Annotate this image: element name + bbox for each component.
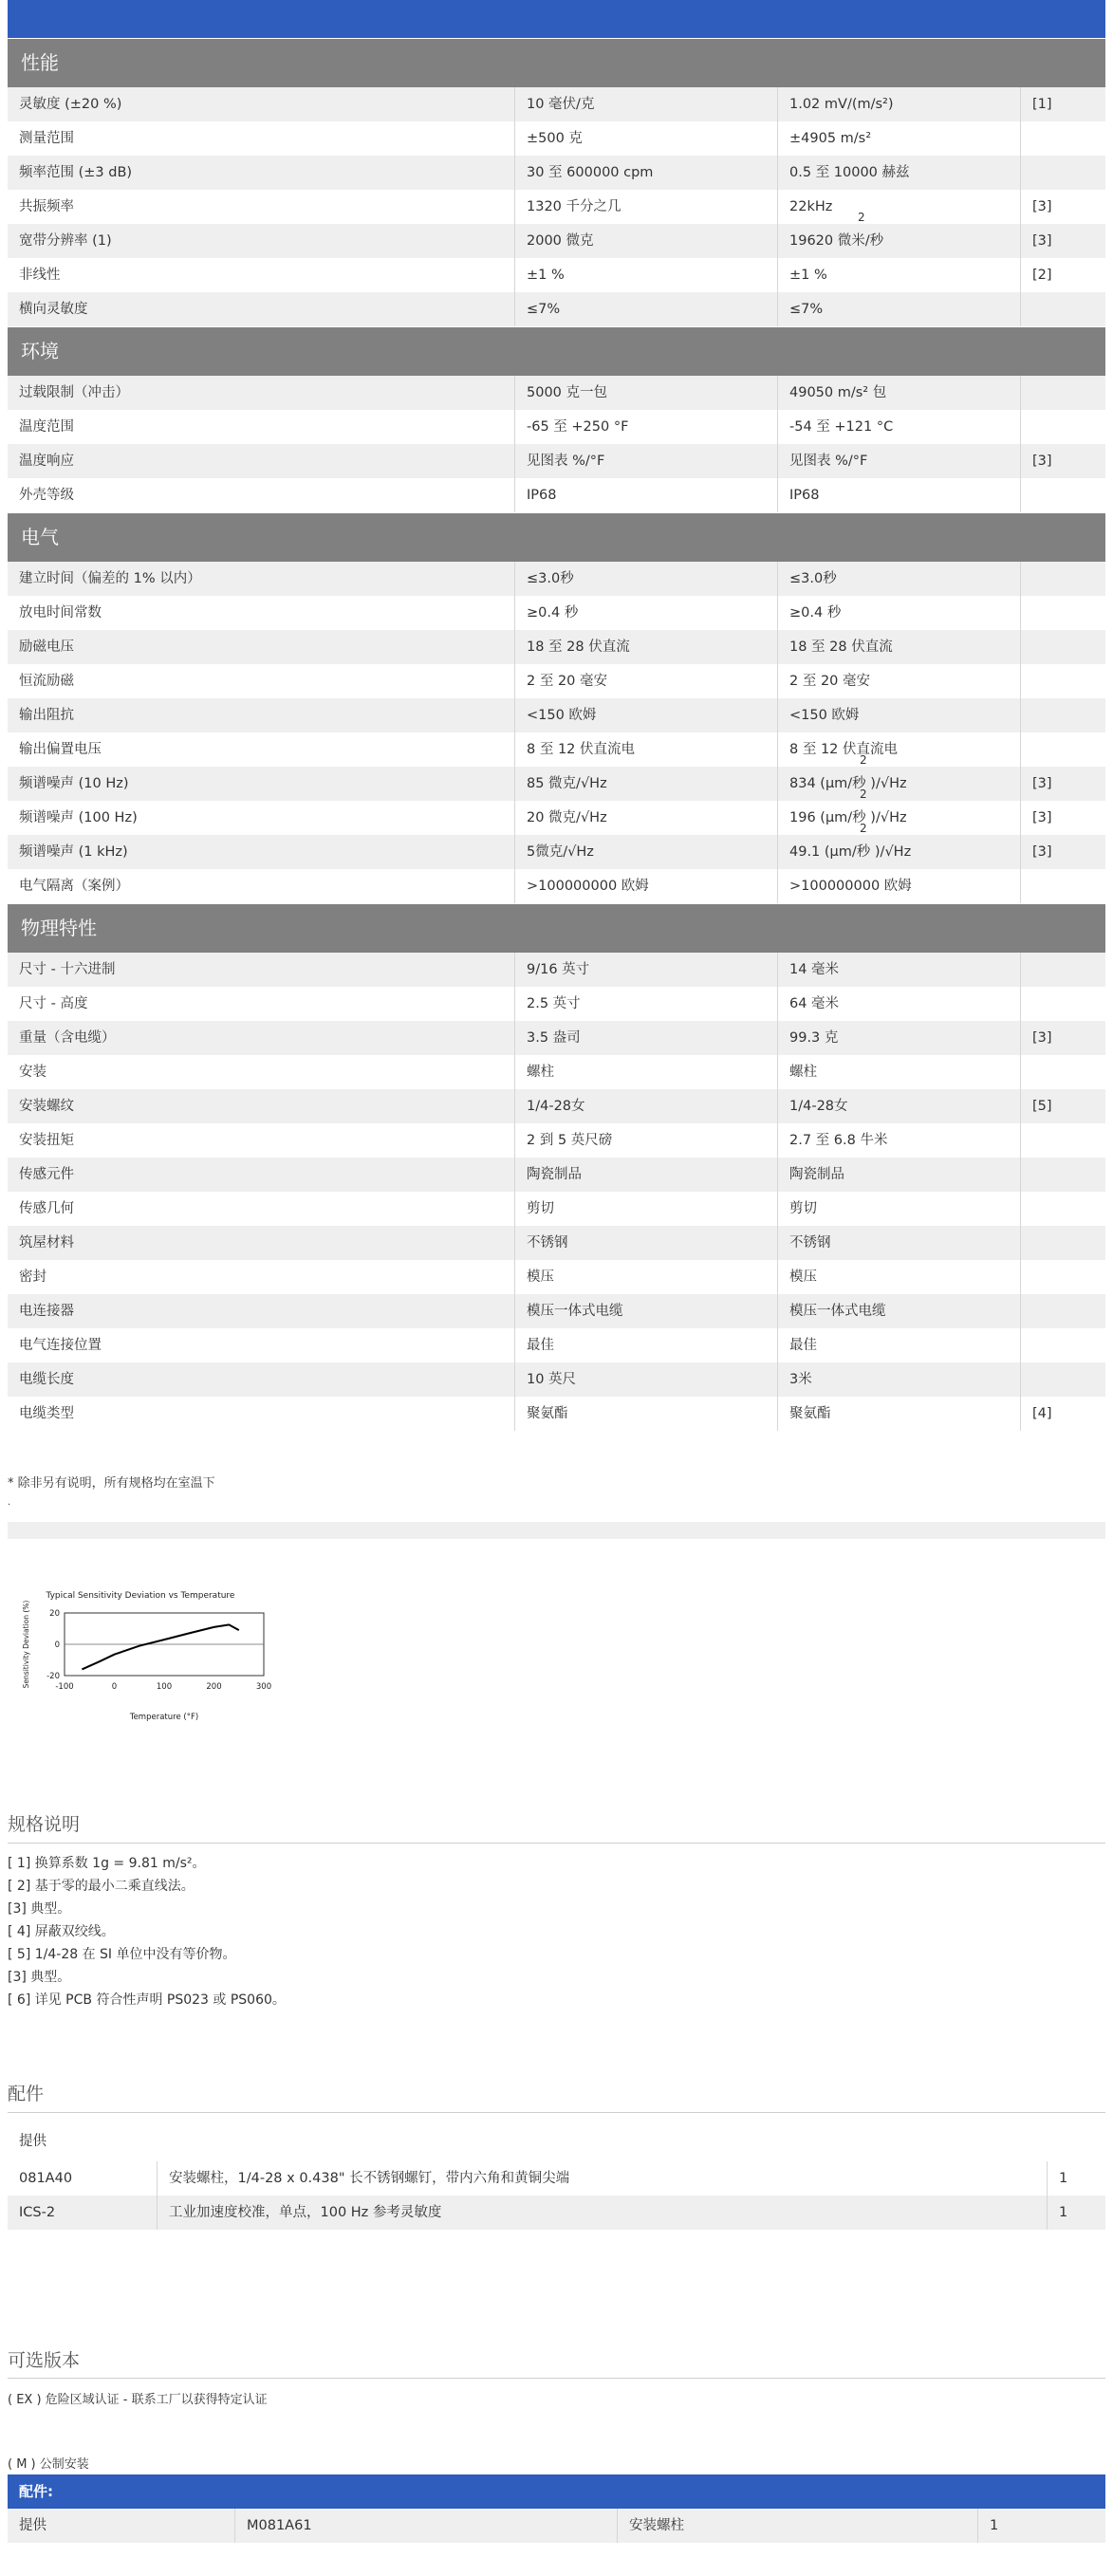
- chart-y-tick: 0: [54, 1640, 60, 1650]
- spec-si-text: 8 至 12 伏直流电: [789, 742, 899, 757]
- spec-si-text: 1/4-28女: [789, 1099, 848, 1114]
- chart-x-tick: 100: [156, 1682, 173, 1692]
- spec-label: 外壳等级: [8, 478, 515, 512]
- accessory-model: 081A40: [8, 2161, 158, 2196]
- spec-note-ref: [4]: [1032, 1406, 1052, 1421]
- spec-si-value: [778, 156, 1021, 190]
- chart-series-deviation: [82, 1624, 238, 1669]
- spec-label: 电连接器: [8, 1294, 515, 1328]
- accessories-header: 提供: [19, 2134, 46, 2149]
- spec-note-ref: [1021, 1158, 1105, 1192]
- accessory-row: [8, 2196, 1105, 2230]
- spec-si-text: 不锈钢: [789, 1235, 831, 1251]
- spec-si-text: 834 (µm/秒 )/√Hz: [789, 776, 907, 791]
- spec-si-text: 1.02 mV/(m/s²): [789, 97, 894, 112]
- spec-label: 恒流励磁: [8, 664, 515, 698]
- spec-si-text: 3米: [789, 1372, 812, 1387]
- spec-imperial-value: 1/4-28女: [515, 1089, 778, 1123]
- spec-si-superscript: 2: [860, 822, 867, 835]
- spec-label: 电气隔离（案例）: [8, 869, 515, 903]
- spec-si-value: [778, 1362, 1021, 1397]
- metric-version-text: ( M ) 公制安装: [8, 2457, 89, 2472]
- accessory-row: [8, 2161, 1105, 2196]
- spec-label: 筑屋材料: [8, 1226, 515, 1260]
- spec-si-text: 剪切: [789, 1201, 817, 1216]
- spec-label: 横向灵敏度: [8, 292, 515, 326]
- spec-note-ref: [3]: [1032, 810, 1052, 825]
- spec-si-text: 0.5 至 10000 赫兹: [789, 165, 910, 180]
- spec-row: [8, 258, 1105, 292]
- spec-label: 尺寸 - 十六进制: [8, 953, 515, 987]
- spec-label: 频率范围 (±3 dB): [8, 156, 515, 190]
- spec-note-ref: [3]: [1032, 199, 1052, 214]
- spec-row: [8, 698, 1105, 732]
- spec-note-ref: [1021, 1362, 1105, 1397]
- spec-si-text: 64 毫米: [789, 996, 840, 1011]
- chart-x-tick: -100: [55, 1682, 74, 1692]
- spec-note-ref: [1021, 121, 1105, 156]
- spec-si-text: ≤3.0秒: [789, 571, 837, 586]
- spec-si-text: 2 至 20 毫安: [789, 674, 871, 689]
- chart-y-tick: -20: [46, 1672, 60, 1681]
- spec-si-text: 聚氨酯: [789, 1406, 831, 1421]
- spec-row: [8, 630, 1105, 664]
- spec-si-value: [778, 753, 1021, 801]
- spec-note-ref: [1]: [1032, 97, 1052, 112]
- spec-si-text: 22kHz: [789, 199, 833, 214]
- spec-row: [8, 788, 1105, 835]
- accessory-desc: 工业加速度校准，单点，100 Hz 参考灵敏度: [158, 2196, 1048, 2230]
- chart-y-tick: 20: [49, 1609, 60, 1619]
- spec-note-ref: [1021, 1294, 1105, 1328]
- spec-row: [8, 1226, 1105, 1260]
- spec-si-text: 196 (µm/秒 )/√Hz: [789, 810, 907, 825]
- spec-row: [8, 596, 1105, 630]
- spec-si-value: [778, 822, 1021, 869]
- spec-table: [8, 38, 1105, 1431]
- spec-label: 安装螺纹: [8, 1089, 515, 1123]
- spec-row: [8, 753, 1105, 801]
- spec-imperial-value: 85 微克/√Hz: [515, 767, 778, 801]
- spec-note-ref: [1021, 596, 1105, 630]
- spec-si-value: [778, 953, 1021, 987]
- spec-si-text: 模压一体式电缆: [789, 1304, 886, 1319]
- spec-row: [8, 190, 1105, 224]
- spec-note-ref: [1021, 376, 1105, 410]
- accessory-qty: 1: [1059, 2171, 1068, 2186]
- spec-note-ref: [1021, 562, 1105, 596]
- spec-label: 尺寸 - 高度: [8, 987, 515, 1021]
- spec-si-superscript: 2: [858, 211, 865, 224]
- spec-imperial-value: 9/16 英寸: [515, 953, 778, 987]
- spec-row: [8, 1021, 1105, 1055]
- spec-si-text: 49050 m/s² 包: [789, 385, 887, 400]
- spec-si-text: 19620 微米/秒: [789, 233, 884, 249]
- spec-notes-rule: [8, 1843, 1105, 1844]
- spec-label: 宽带分辨率 (1): [8, 224, 515, 258]
- spec-si-text: -54 至 +121 °C: [789, 419, 894, 435]
- spec-si-superscript: 2: [860, 753, 867, 767]
- spec-si-text: 模压: [789, 1269, 817, 1285]
- spec-note-item: [3] 典型。: [8, 1970, 71, 1985]
- spec-imperial-value: 聚氨酯: [515, 1397, 778, 1431]
- optional-accessories-bar: 配件:: [8, 2474, 1105, 2509]
- spec-imperial-value: IP68: [515, 478, 778, 512]
- spec-row: [8, 410, 1105, 444]
- spec-label: 传感几何: [8, 1192, 515, 1226]
- spec-row: [8, 1328, 1105, 1362]
- spec-si-value: [778, 190, 1021, 224]
- spec-si-text: ≤7%: [789, 302, 824, 317]
- spec-si-value: [778, 211, 1021, 258]
- spec-row: [8, 444, 1105, 478]
- spec-imperial-value: 2.5 英寸: [515, 987, 778, 1021]
- spec-note-ref: [1021, 1192, 1105, 1226]
- room-temp-note: * 除非另有说明，所有规格均在室温下: [8, 1476, 215, 1491]
- spec-row: [8, 1192, 1105, 1226]
- spec-si-superscript: 2: [860, 788, 867, 801]
- spec-row: [8, 987, 1105, 1021]
- spec-si-text: ≥0.4 秒: [789, 605, 842, 621]
- top-accent-bar: [8, 0, 1105, 38]
- spec-si-value: [778, 1158, 1021, 1192]
- optional-accessory-row: [8, 2509, 1105, 2543]
- spec-si-value: [778, 698, 1021, 732]
- spec-row: [8, 292, 1105, 326]
- spec-imperial-value: 5微克/√Hz: [515, 835, 778, 869]
- spec-si-value: [778, 630, 1021, 664]
- spec-label: 励磁电压: [8, 630, 515, 664]
- spec-row: [8, 1089, 1105, 1123]
- spec-si-value: [778, 1192, 1021, 1226]
- spec-note-ref: [1021, 953, 1105, 987]
- section-header: 环境: [8, 327, 1105, 376]
- spec-note-ref: [1021, 478, 1105, 512]
- chart-x-label: Temperature (°F): [129, 1713, 199, 1722]
- spec-si-value: [778, 987, 1021, 1021]
- spec-row: [8, 121, 1105, 156]
- spec-note-ref: [1021, 292, 1105, 326]
- spec-si-value: [778, 444, 1021, 478]
- spec-si-text: 螺柱: [789, 1065, 817, 1080]
- spec-row: [8, 1260, 1105, 1294]
- accessory-qty: 1: [1059, 2205, 1068, 2220]
- spec-si-value: [778, 732, 1021, 767]
- spec-note-ref: [1021, 664, 1105, 698]
- spec-note-ref: [3]: [1032, 1030, 1052, 1046]
- spec-imperial-value: 2 到 5 英尺磅: [515, 1123, 778, 1158]
- dot-note: .: [8, 1497, 11, 1508]
- spec-label: 电缆类型: [8, 1397, 515, 1431]
- section-header: 性能: [8, 39, 1105, 87]
- spec-note-ref: [1021, 1226, 1105, 1260]
- divider-bar: [8, 1522, 1105, 1539]
- chart-title: Typical Sensitivity Deviation vs Temperature: [46, 1591, 235, 1601]
- spec-imperial-value: 剪切: [515, 1192, 778, 1226]
- spec-row: [8, 1055, 1105, 1089]
- spec-si-text: 99.3 克: [789, 1030, 839, 1046]
- spec-label: 输出阻抗: [8, 698, 515, 732]
- optional-row-model: M081A61: [235, 2509, 618, 2543]
- spec-imperial-value: 模压一体式电缆: [515, 1294, 778, 1328]
- spec-imperial-value: 模压: [515, 1260, 778, 1294]
- spec-note-item: [ 4] 屏蔽双绞线。: [8, 1924, 115, 1939]
- spec-si-text: ±4905 m/s²: [789, 131, 872, 146]
- spec-note-ref: [5]: [1032, 1099, 1052, 1114]
- optional-rule: [8, 2378, 1105, 2379]
- optional-title: 可选版本: [8, 2350, 81, 2371]
- spec-si-value: [778, 1397, 1021, 1431]
- spec-si-value: [778, 478, 1021, 512]
- accessories-title: 配件: [8, 2084, 45, 2104]
- spec-si-value: [778, 376, 1021, 410]
- spec-si-value: [778, 1226, 1021, 1260]
- spec-notes-title: 规格说明: [8, 1814, 81, 1835]
- accessories-table: [8, 2122, 1105, 2230]
- spec-row: [8, 87, 1105, 121]
- optional-row-label: 提供: [8, 2509, 235, 2543]
- spec-label: 传感元件: [8, 1158, 515, 1192]
- spec-label: 过载限制（冲击）: [8, 376, 515, 410]
- spec-imperial-value: 30 至 600000 cpm: [515, 156, 778, 190]
- section-header: 物理特性: [8, 904, 1105, 953]
- spec-label: 频谱噪声 (100 Hz): [8, 801, 515, 835]
- spec-imperial-value: -65 至 +250 °F: [515, 410, 778, 444]
- spec-imperial-value: 3.5 盎司: [515, 1021, 778, 1055]
- chart-x-tick: 200: [206, 1682, 222, 1692]
- spec-si-value: [778, 258, 1021, 292]
- spec-imperial-value: ≤7%: [515, 292, 778, 326]
- spec-row: [8, 1123, 1105, 1158]
- spec-imperial-value: 8 至 12 伏直流电: [515, 732, 778, 767]
- spec-si-text: 49.1 (µm/秒 )/√Hz: [789, 844, 912, 860]
- spec-label: 电缆长度: [8, 1362, 515, 1397]
- spec-si-value: [778, 562, 1021, 596]
- spec-imperial-value: 10 毫伏/克: [515, 87, 778, 121]
- spec-imperial-value: 2000 微克: [515, 224, 778, 258]
- spec-si-value: [778, 292, 1021, 326]
- spec-si-text: ±1 %: [789, 268, 827, 283]
- spec-imperial-value: 见图表 %/°F: [515, 444, 778, 478]
- spec-imperial-value: 2 至 20 毫安: [515, 664, 778, 698]
- spec-note-ref: [1021, 410, 1105, 444]
- spec-label: 安装扭矩: [8, 1123, 515, 1158]
- spec-imperial-value: ≤3.0秒: [515, 562, 778, 596]
- spec-si-text: 2.7 至 6.8 牛米: [789, 1133, 888, 1148]
- chart-x-tick: 0: [111, 1682, 118, 1692]
- spec-si-value: [778, 596, 1021, 630]
- spec-row: [8, 211, 1105, 258]
- ex-version-text: ( EX ) 危险区域认证 - 联系工厂以获得特定认证: [8, 2393, 268, 2407]
- optional-row-qty: 1: [990, 2518, 999, 2533]
- spec-label: 安装: [8, 1055, 515, 1089]
- spec-note-item: [ 5] 1/4-28 在 SI 单位中没有等价物。: [8, 1947, 236, 1962]
- spec-imperial-value: ±1 %: [515, 258, 778, 292]
- spec-row: [8, 562, 1105, 596]
- spec-row: [8, 1158, 1105, 1192]
- spec-row: [8, 732, 1105, 767]
- spec-si-value: [778, 664, 1021, 698]
- spec-imperial-value: <150 欧姆: [515, 698, 778, 732]
- spec-row: [8, 478, 1105, 512]
- spec-note-ref: [1021, 1055, 1105, 1089]
- accessories-rule: [8, 2112, 1105, 2113]
- spec-si-value: [778, 1123, 1021, 1158]
- spec-si-value: [778, 87, 1021, 121]
- spec-note-item: [ 6] 详见 PCB 符合性声明 PS023 或 PS060。: [8, 1992, 286, 2008]
- spec-si-value: [778, 1260, 1021, 1294]
- spec-label: 放电时间常数: [8, 596, 515, 630]
- spec-label: 密封: [8, 1260, 515, 1294]
- spec-label: 温度响应: [8, 444, 515, 478]
- spec-imperial-value: 20 微克/√Hz: [515, 801, 778, 835]
- spec-note-item: [3] 典型。: [8, 1901, 71, 1917]
- spec-label: 非线性: [8, 258, 515, 292]
- spec-si-text: <150 欧姆: [789, 708, 860, 723]
- spec-row: [8, 822, 1105, 869]
- spec-note-ref: [1021, 156, 1105, 190]
- spec-row: [8, 156, 1105, 190]
- spec-si-text: >100000000 欧姆: [789, 879, 912, 894]
- spec-label: 频谱噪声 (10 Hz): [8, 767, 515, 801]
- chart-y-label: Sensitivity Deviation (%): [22, 1600, 30, 1689]
- section-header: 电气: [8, 513, 1105, 562]
- spec-note-ref: [1021, 1123, 1105, 1158]
- spec-imperial-value: 最佳: [515, 1328, 778, 1362]
- spec-si-text: 最佳: [789, 1338, 817, 1353]
- spec-note-ref: [1021, 987, 1105, 1021]
- spec-si-value: [778, 410, 1021, 444]
- spec-label: 建立时间（偏差的 1% 以内）: [8, 562, 515, 596]
- spec-si-text: 14 毫米: [789, 962, 840, 977]
- spec-si-text: 陶瓷制品: [789, 1167, 844, 1182]
- spec-label: 重量（含电缆）: [8, 1021, 515, 1055]
- spec-note-ref: [1021, 698, 1105, 732]
- spec-si-text: IP68: [789, 488, 820, 503]
- spec-imperial-value: 1320 千分之几: [515, 190, 778, 224]
- spec-row: [8, 1294, 1105, 1328]
- spec-si-value: [778, 121, 1021, 156]
- spec-si-value: [778, 869, 1021, 903]
- spec-note-ref: [1021, 732, 1105, 767]
- spec-label: 输出偏置电压: [8, 732, 515, 767]
- spec-label: 测量范围: [8, 121, 515, 156]
- spec-row: [8, 664, 1105, 698]
- spec-label: 灵敏度 (±20 %): [8, 87, 515, 121]
- spec-si-value: [778, 1328, 1021, 1362]
- spec-si-value: [778, 1021, 1021, 1055]
- accessory-model: ICS-2: [8, 2196, 158, 2230]
- optional-row-desc: 安装螺柱: [618, 2509, 978, 2543]
- spec-note-item: [ 2] 基于零的最小二乘直线法。: [8, 1879, 195, 1894]
- spec-imperial-value: ±500 克: [515, 121, 778, 156]
- spec-note-ref: [2]: [1032, 268, 1052, 283]
- spec-note-ref: [1021, 1260, 1105, 1294]
- spec-label: 频谱噪声 (1 kHz): [8, 835, 515, 869]
- spec-note-ref: [3]: [1032, 844, 1052, 860]
- spec-row: [8, 1362, 1105, 1397]
- spec-imperial-value: 陶瓷制品: [515, 1158, 778, 1192]
- spec-row: [8, 869, 1105, 903]
- accessory-desc: 安装螺柱，1/4-28 x 0.438" 长不锈钢螺钉，带内六角和黄铜尖端: [158, 2161, 1048, 2196]
- spec-imperial-value: 10 英尺: [515, 1362, 778, 1397]
- spec-note-ref: [1021, 630, 1105, 664]
- spec-note-ref: [3]: [1032, 233, 1052, 249]
- spec-row: [8, 1397, 1105, 1431]
- spec-imperial-value: >100000000 欧姆: [515, 869, 778, 903]
- spec-si-value: [778, 1055, 1021, 1089]
- spec-note-ref: [1021, 869, 1105, 903]
- spec-label: 电气连接位置: [8, 1328, 515, 1362]
- spec-imperial-value: 5000 克一包: [515, 376, 778, 410]
- spec-note-ref: [3]: [1032, 776, 1052, 791]
- spec-imperial-value: ≥0.4 秒: [515, 596, 778, 630]
- spec-si-value: [778, 788, 1021, 835]
- spec-imperial-value: 18 至 28 伏直流: [515, 630, 778, 664]
- spec-si-value: [778, 1089, 1021, 1123]
- spec-si-text: 见图表 %/°F: [789, 454, 868, 469]
- spec-si-text: 18 至 28 伏直流: [789, 639, 893, 655]
- temperature-chart: [8, 1575, 292, 1755]
- spec-row: [8, 376, 1105, 410]
- spec-imperial-value: 不锈钢: [515, 1226, 778, 1260]
- spec-si-value: [778, 1294, 1021, 1328]
- spec-note-ref: [1021, 1328, 1105, 1362]
- spec-imperial-value: 螺柱: [515, 1055, 778, 1089]
- spec-label: 温度范围: [8, 410, 515, 444]
- spec-note-ref: [3]: [1032, 454, 1052, 469]
- spec-note-item: [ 1] 换算系数 1g = 9.81 m/s²。: [8, 1856, 206, 1871]
- chart-x-tick: 300: [255, 1682, 272, 1692]
- spec-label: 共振频率: [8, 190, 515, 224]
- spec-row: [8, 953, 1105, 987]
